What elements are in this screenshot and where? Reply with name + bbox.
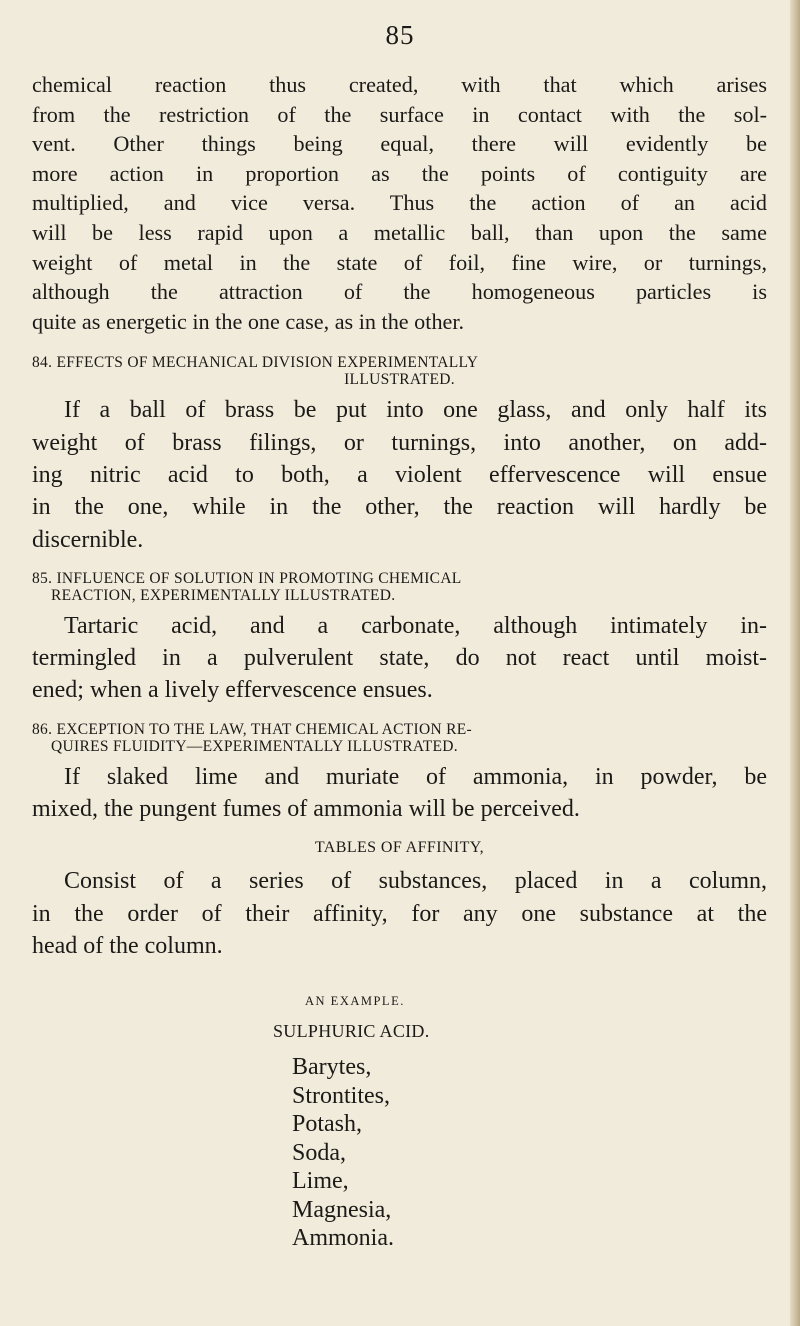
text-line: although the attraction of the homogeneous particles is [32,279,767,305]
text-line: If a ball of brass be put into one glass, and only half its [64,397,767,424]
page-edge [790,0,800,1326]
text-line: Tartaric acid, and a carbonate, although intimately in- [64,612,767,639]
section-84-heading [32,354,767,388]
heading-line: 85. INFLUENCE OF SOLUTION IN PROMOTING CHEMICAL [32,569,462,587]
list-item: Soda, [292,1139,346,1166]
tables-of-affinity-body [32,865,767,962]
text-line: vent. Other things being equal, there will evidently be [32,131,767,157]
list-item: Magnesia, [292,1196,392,1223]
page-number: 85 [385,20,415,50]
text-line: more action in proportion as the points of contiguity are [32,160,767,186]
section-85-heading [32,570,767,604]
tables-of-affinity-heading: TABLES OF AFFINITY, [314,839,485,857]
text-line: Consist of a series of substances, placed in a column, [64,868,767,895]
example-title: SULPHURIC ACID. [273,1021,430,1042]
text-line: will be less rapid upon a metallic ball, than upon the same [32,219,767,245]
text-line: If slaked lime and muriate of ammonia, in powder, be [64,763,767,790]
list-item: Potash, [292,1111,363,1138]
page-content [32,70,767,1253]
list-item: Lime, [292,1168,349,1195]
text-line: ened; when a lively effervescence ensues. [32,677,433,704]
text-line: weight of metal in the state of foil, fine wire, or turnings, [32,249,767,275]
text-line: termingled in a pulverulent state, do not react until moist- [32,645,767,672]
intro-paragraph [32,70,767,336]
text-line: head of the column. [32,932,223,959]
list-item: Ammonia. [292,1225,394,1252]
text-line: mixed, the pungent fumes of ammonia will be perceived. [32,796,580,823]
text-line: chemical reaction thus created, with that which arises [32,72,767,97]
text-line: ing nitric acid to both, a violent effervescence will ensue [32,461,767,488]
heading-line: 86. EXCEPTION TO THE LAW, THAT CHEMICAL ACTION RE- [32,720,473,738]
affinity-list [32,1053,767,1253]
text-line: from the restriction of the surface in contact with the sol- [32,101,767,127]
heading-line: 84. EFFECTS OF MECHANICAL DIVISION EXPERIMENTALLY [32,354,479,372]
section-86-heading [32,721,767,755]
text-line: multiplied, and vice versa. Thus the action of an acid [32,190,767,216]
list-item: Barytes, [292,1054,372,1081]
heading-line: QUIRES FLUIDITY—EXPERIMENTALLY ILLUSTRATED. [51,737,458,755]
section-86-body [32,761,767,826]
section-85-body [32,610,767,707]
example-label: AN EXAMPLE. [305,994,405,1009]
list-item: Strontites, [292,1082,391,1109]
text-line: in the one, while in the other, the reaction will hardly be [32,494,767,521]
text-line: weight of brass filings, or turnings, into another, on add- [32,429,767,456]
heading-line: REACTION, EXPERIMENTALLY ILLUSTRATED. [51,586,396,604]
text-line: quite as energetic in the one case, as in the other. [32,308,465,334]
text-line: in the order of their affinity, for any one substance at the [32,900,767,927]
section-84-body [32,394,767,555]
text-line: discernible. [32,526,144,553]
heading-line: ILLUSTRATED. [344,371,455,389]
